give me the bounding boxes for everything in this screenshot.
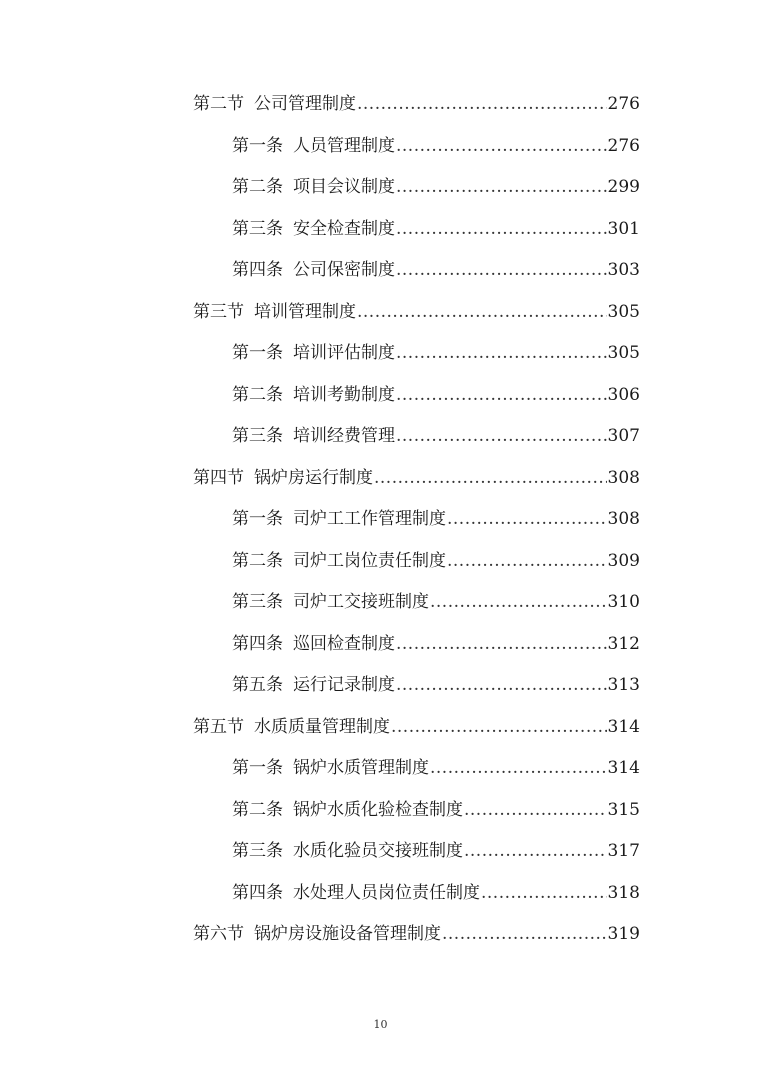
table-of-contents	[0, 89, 761, 961]
toc-dot-leader	[396, 136, 607, 156]
toc-title: 司炉工交接班制度	[293, 592, 429, 612]
toc-page-number: 308	[607, 467, 640, 488]
toc-label: 第二条	[232, 550, 283, 571]
toc-label: 第四条	[232, 260, 283, 280]
toc-dot-leader	[374, 468, 607, 488]
toc-article	[0, 795, 640, 837]
toc-title: 锅炉水质化验检查制度	[293, 799, 463, 820]
page-number: 10	[373, 1018, 388, 1031]
toc-label: 第四节	[193, 467, 244, 488]
toc-page-number: 314	[607, 716, 640, 737]
toc-title: 锅炉房运行制度	[254, 467, 373, 488]
toc-title: 项目会议制度	[293, 177, 395, 197]
toc-title: 安全检查制度	[293, 218, 395, 239]
toc-article	[0, 878, 640, 920]
toc-title: 水质质量管理制度	[254, 716, 390, 737]
toc-article	[0, 338, 640, 380]
toc-dot-leader	[430, 592, 607, 612]
toc-title: 人员管理制度	[293, 135, 395, 156]
toc-section	[0, 712, 640, 754]
toc-title: 锅炉水质管理制度	[293, 758, 429, 778]
toc-page-number: 276	[607, 135, 640, 156]
toc-page-number: 317	[607, 841, 640, 861]
toc-article	[0, 421, 640, 463]
toc-dot-leader	[396, 634, 607, 654]
toc-article	[0, 587, 640, 629]
toc-page-number: 299	[607, 177, 640, 197]
toc-label: 第四条	[232, 633, 283, 654]
toc-title: 培训管理制度	[254, 301, 356, 322]
toc-label: 第四条	[232, 882, 283, 903]
toc-title: 司炉工工作管理制度	[293, 509, 446, 529]
toc-dot-leader	[396, 219, 607, 239]
toc-dot-leader	[464, 841, 607, 861]
toc-label: 第二条	[232, 799, 283, 820]
toc-label: 第五节	[193, 716, 244, 737]
toc-article	[0, 670, 640, 712]
toc-article	[0, 131, 640, 173]
toc-article	[0, 214, 640, 256]
toc-label: 第一条	[232, 509, 283, 529]
toc-dot-leader	[396, 426, 607, 446]
toc-article	[0, 629, 640, 671]
toc-title: 水质化验员交接班制度	[293, 841, 463, 861]
toc-page-number: 308	[607, 509, 640, 529]
toc-page-number: 301	[607, 218, 640, 239]
toc-title: 公司保密制度	[293, 260, 395, 280]
toc-section	[0, 297, 640, 339]
toc-article	[0, 836, 640, 878]
toc-dot-leader	[396, 260, 607, 280]
toc-dot-leader	[396, 385, 607, 405]
toc-page-number: 314	[607, 758, 640, 778]
toc-page-number: 307	[607, 426, 640, 446]
toc-title: 运行记录制度	[293, 675, 395, 695]
toc-label: 第二条	[232, 384, 283, 405]
toc-label: 第三条	[232, 426, 283, 446]
toc-title: 水处理人员岗位责任制度	[293, 882, 480, 903]
toc-label: 第二节	[193, 94, 244, 114]
toc-label: 第一条	[232, 758, 283, 778]
toc-label: 第三节	[193, 301, 244, 322]
toc-label: 第一条	[232, 343, 283, 363]
toc-article	[0, 504, 640, 546]
toc-article	[0, 546, 640, 588]
toc-dot-leader	[396, 177, 607, 197]
toc-article	[0, 172, 640, 214]
toc-page-number: 276	[607, 94, 640, 114]
toc-page-number: 309	[607, 550, 640, 571]
toc-section	[0, 919, 640, 961]
toc-title: 司炉工岗位责任制度	[293, 550, 446, 571]
toc-label: 第三条	[232, 592, 283, 612]
toc-dot-leader	[391, 717, 607, 737]
toc-label: 第五条	[232, 675, 283, 695]
toc-label: 第一条	[232, 135, 283, 156]
toc-dot-leader	[464, 800, 607, 820]
toc-dot-leader	[442, 924, 607, 944]
toc-article	[0, 753, 640, 795]
toc-page-number: 312	[607, 633, 640, 654]
toc-page-number: 303	[607, 260, 640, 280]
toc-page-number: 305	[607, 343, 640, 363]
toc-title: 锅炉房设施设备管理制度	[254, 924, 441, 944]
toc-label: 第三条	[232, 218, 283, 239]
toc-article	[0, 380, 640, 422]
toc-page-number: 319	[607, 924, 640, 944]
toc-section	[0, 89, 640, 131]
toc-page-number: 318	[607, 882, 640, 903]
toc-dot-leader	[481, 883, 607, 903]
toc-dot-leader	[357, 94, 607, 114]
toc-dot-leader	[447, 551, 607, 571]
toc-title: 巡回检查制度	[293, 633, 395, 654]
toc-title: 培训经费管理	[293, 426, 395, 446]
toc-dot-leader	[396, 675, 607, 695]
toc-article	[0, 255, 640, 297]
toc-dot-leader	[357, 302, 607, 322]
toc-dot-leader	[396, 343, 607, 363]
toc-title: 培训评估制度	[293, 343, 395, 363]
toc-label: 第六节	[193, 924, 244, 944]
toc-title: 公司管理制度	[254, 94, 356, 114]
toc-page-number: 310	[607, 592, 640, 612]
toc-page-number: 305	[607, 301, 640, 322]
toc-dot-leader	[430, 758, 607, 778]
toc-dot-leader	[447, 509, 607, 529]
toc-page-number: 313	[607, 675, 640, 695]
toc-section	[0, 463, 640, 505]
toc-label: 第二条	[232, 177, 283, 197]
toc-title: 培训考勤制度	[293, 384, 395, 405]
toc-page-number: 306	[607, 384, 640, 405]
toc-page-number: 315	[607, 799, 640, 820]
toc-label: 第三条	[232, 841, 283, 861]
